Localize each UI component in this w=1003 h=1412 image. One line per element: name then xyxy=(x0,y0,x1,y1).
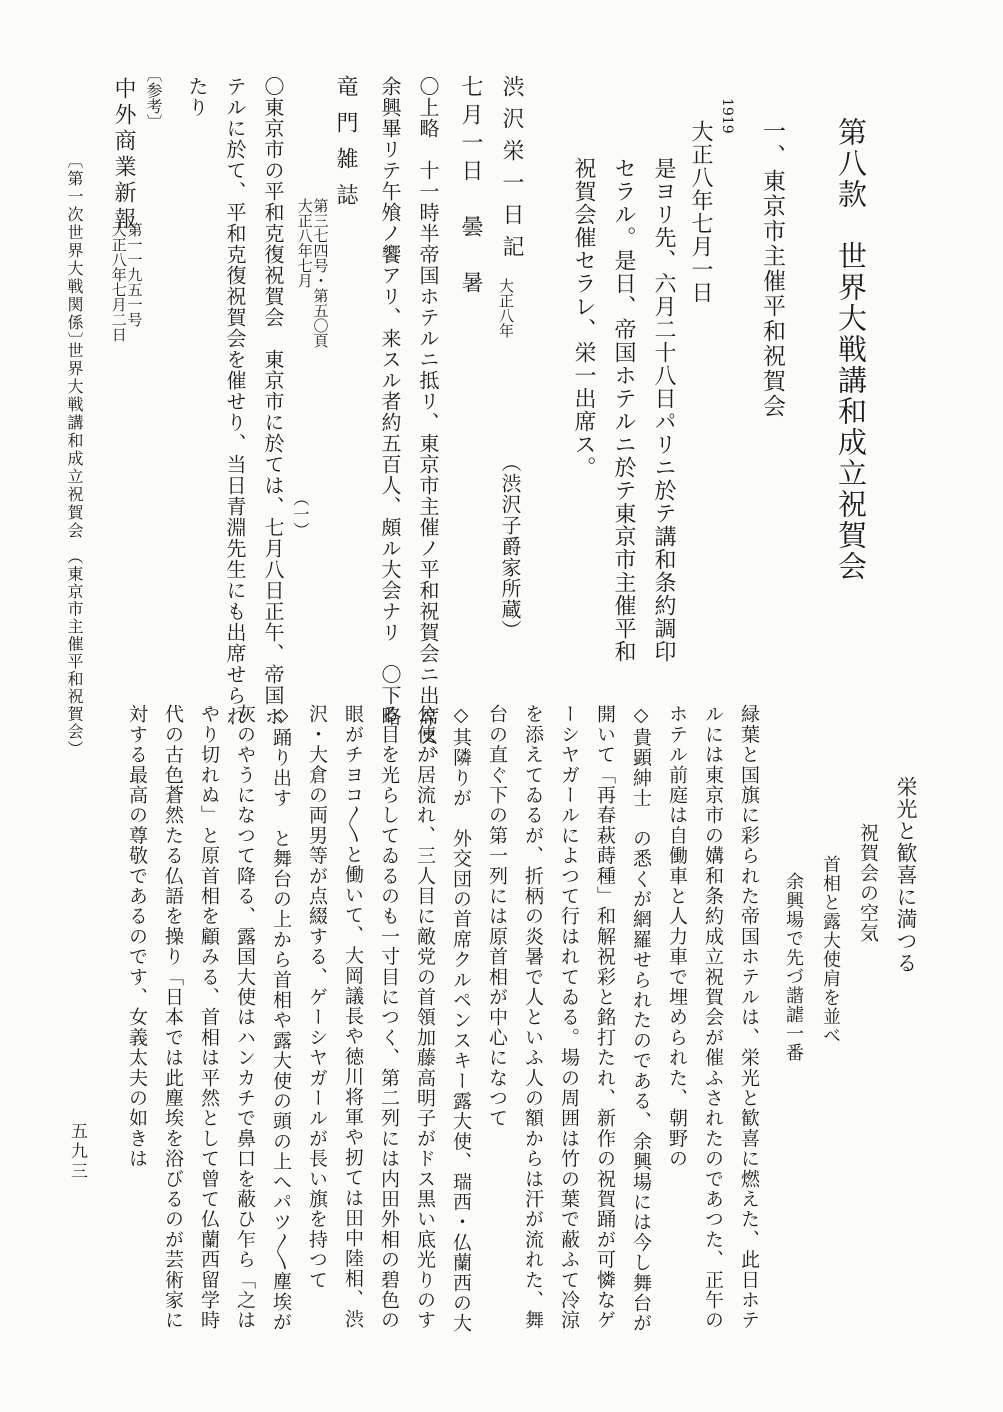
diary-date-line: 七月一日 曇 暑 xyxy=(458,75,483,299)
body-line: 沢・大倉の両男等が点綴する、ゲーシヤガールが長い旗を持つて xyxy=(306,704,328,1290)
body-line: 対する最高の尊敬であるのです、女義太夫の如きは xyxy=(126,704,148,1169)
body-line: 開いて「再春萩蒔種」和解祝彩と銘打たれ、新作の祝賀踊が可憐なゲ xyxy=(594,704,616,1331)
ryumon-text-1: 〇東京市の平和克復祝賀会 東京市に於ては、七月八日正午、帝国ホ xyxy=(261,76,285,727)
diary-source: （渋沢子爵家所蔵） xyxy=(498,452,522,641)
summary-line-3: 祝賀会催セラレ、栄一出席ス。 xyxy=(571,157,596,479)
ryumon-text-3: たり xyxy=(185,76,209,118)
body-line: 代の古色蒼然たる仏語を操り「日本では此塵埃を浴びるのが芸術家に xyxy=(162,704,184,1331)
running-subject: 世界大戦講和成立祝賀会 xyxy=(65,342,84,540)
headline-3: 首相と露大使肩を並べ xyxy=(820,855,841,1045)
body-line: 台の直ぐ下の第一列には原首相が中心になつて xyxy=(486,704,508,1129)
running-category: 〔第一次世界大戦関係〕 xyxy=(65,152,84,350)
body-line: ◇踊り出す と舞台の上から首相や露大使の頭の上へパツ〳〵塵埃が xyxy=(270,704,292,1332)
subsection-title: 一、東京市主催平和祝賀会 xyxy=(759,119,785,419)
chugai-title: 中外商業新報 xyxy=(111,77,136,233)
diary-text-2: 余興畢リテ午飧ノ饗アリ、来スル者約五百人、頗ル大会ナリ 〇下略 xyxy=(378,76,402,727)
body-line: る目を光らしてゐるのも一寸目につく、第二列には内田外相の碧色の xyxy=(378,704,400,1331)
body-line: ◇其隣りが 外交団の首席クルペンスキー露大使、瑞西・仏蘭西の大 xyxy=(450,704,472,1334)
body-line: ルには東京市の媾和条約成立祝賀会が催ふされたのであつた、正午の xyxy=(702,704,724,1331)
ryumon-ref-date: 大正八年七月 xyxy=(295,198,314,288)
entry-date: 大正八年七月一日 xyxy=(688,120,713,304)
chugai-ref-date: 大正八年七月二日 xyxy=(109,222,128,342)
chugai-ref-issue: 第一一九五一号 xyxy=(125,222,144,327)
date-annotation: 1919 xyxy=(719,98,735,134)
diary-text-1: 〇上略 十一時半帝国ホテルニ抵リ、東京市主催ノ平和祝賀会ニ出席ス、 xyxy=(416,76,440,769)
body-line: ◇貴顕紳士 の悉くが網羅せられたのである、余興場には今し舞台が xyxy=(630,704,652,1334)
body-line: ホテル前庭は自働車と人力車で埋められた、朝野の xyxy=(666,704,688,1169)
ryumon-number: （一） xyxy=(291,490,310,538)
body-line: 眼がチヨコ〳〵と働いて、大岡議長や徳川将軍や扨ては田中陸相、渋 xyxy=(342,704,364,1329)
body-line: 公使が居流れ、三人目に敵党の首領加藤高明子がドス黒い底光りのす xyxy=(414,704,436,1331)
ryumon-text-2: テルに於て、平和克復祝賀会を催せり、当日青淵先生にも出席せられ xyxy=(223,76,247,727)
diary-year: 大正八年 xyxy=(497,278,515,338)
section-title: 第八款 世界大戦講和成立祝賀会 xyxy=(834,117,868,582)
reference-label: 〔参考〕 xyxy=(144,66,163,130)
page-number: 五九三 xyxy=(67,1122,87,1182)
running-subject-note: （東京市主催平和祝賀会） xyxy=(65,548,84,758)
headline-4: 余興場で先づ諧謔一番 xyxy=(783,872,804,1062)
headline-2: 祝賀会の空気 xyxy=(857,823,879,943)
body-line: ーシヤガールによつて行はれてゐる。場の周囲は竹の葉で蔽ふて冷涼 xyxy=(558,704,580,1331)
ryumon-title: 竜門雑誌 xyxy=(333,75,358,219)
body-line: 灰のやうになつて降る、露国大使はハンカチで鼻口を蔽ひ乍ら「之は xyxy=(234,704,256,1331)
summary-line-1: 是ヨリ先、六月二十八日パリニ於テ講和条約調印 xyxy=(651,157,676,663)
ryumon-ref xyxy=(296,198,328,398)
headline-1: 栄光と歓喜に満つる xyxy=(894,776,918,974)
chugai-ref xyxy=(110,222,142,402)
summary-line-2: セラル。是日、帝国ホテルニ於テ東京市主催平和 xyxy=(611,157,636,663)
body-line: やり切れぬ」と原首相を顧みる、首相は平然として曾て仏蘭西留学時 xyxy=(198,704,220,1331)
ryumon-ref-issue: 第三七四号・第五〇頁 xyxy=(311,198,330,348)
diary-title: 渋沢栄一日記 xyxy=(499,75,524,267)
body-line: を添えてゐるが、折柄の炎暑で人といふ人の額からは汗が流れた、舞 xyxy=(522,704,544,1331)
body-line: 緑葉と国旗に彩られた帝国ホテルは、栄光と歓喜に燃えた、此日ホテ xyxy=(738,704,760,1331)
